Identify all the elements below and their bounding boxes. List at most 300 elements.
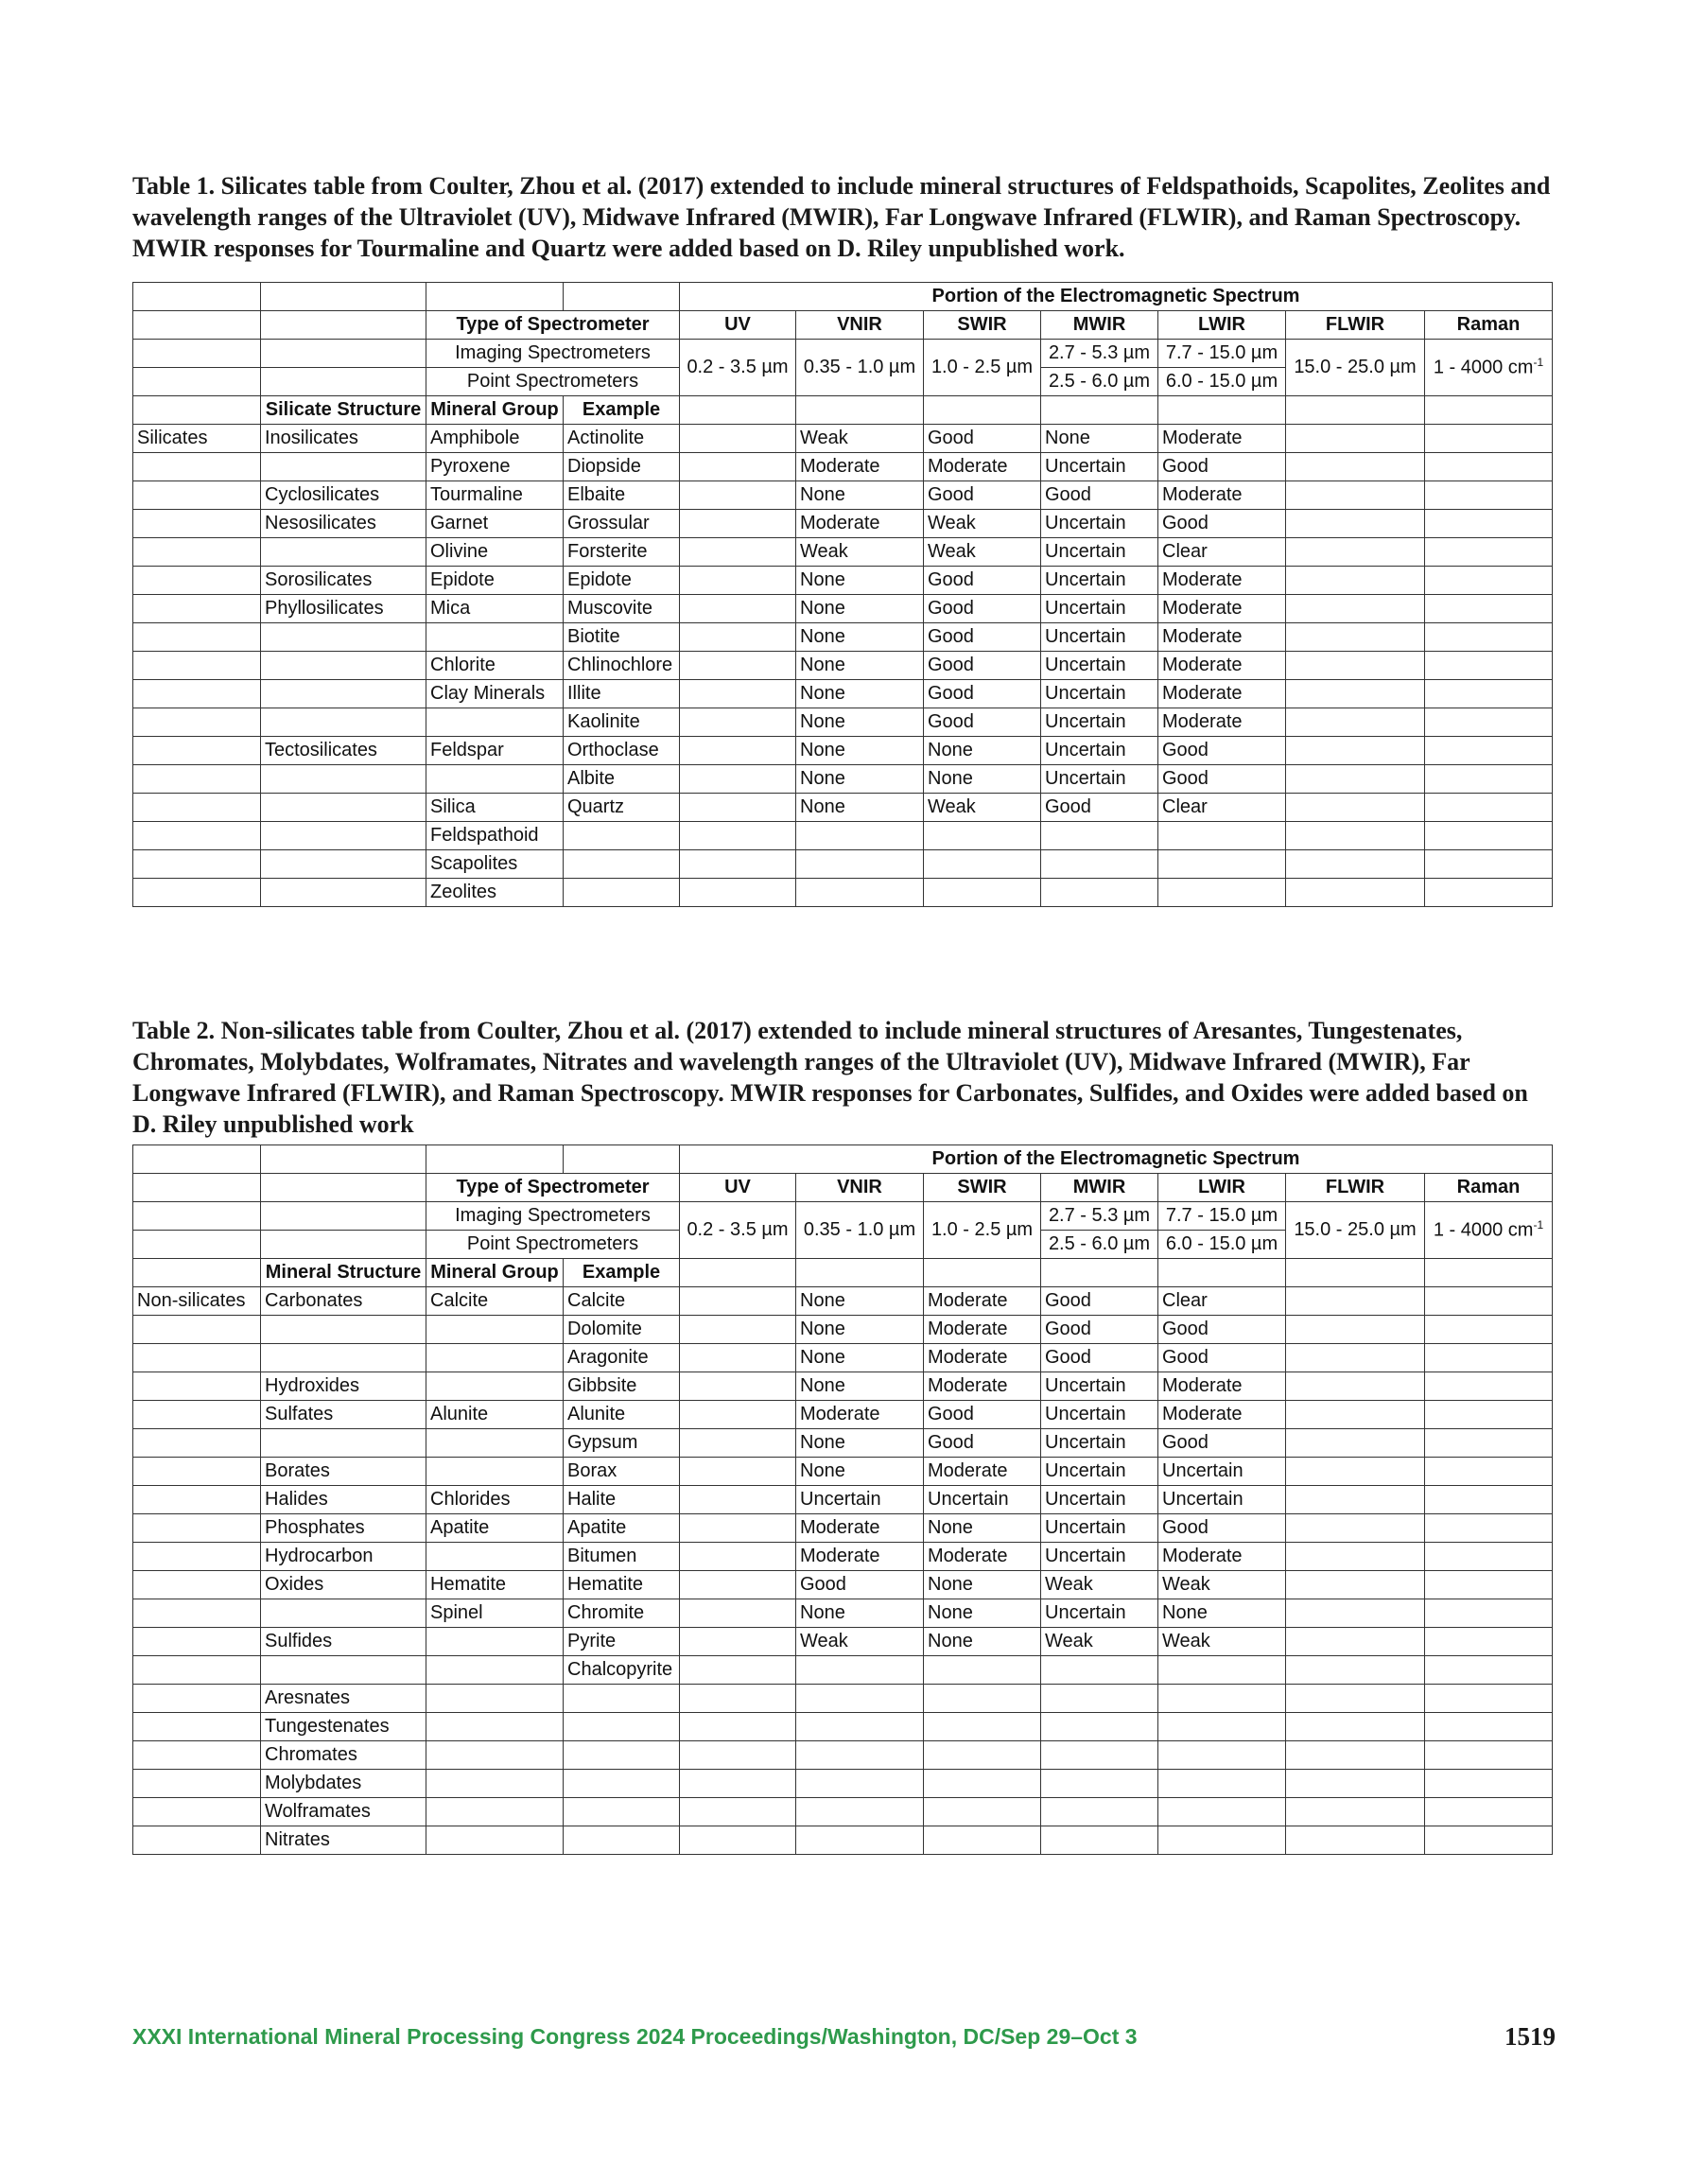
table-cell: Good: [924, 1401, 1041, 1429]
table-cell: [680, 481, 796, 510]
table-cell: Uncertain: [1041, 765, 1158, 794]
band-header: SWIR: [924, 311, 1041, 340]
table-cell: [133, 1429, 261, 1458]
table-cell: [1286, 453, 1425, 481]
table-cell: [1425, 425, 1553, 453]
table-cell: [680, 396, 796, 425]
table-cell: Aragonite: [564, 1344, 680, 1372]
table-cell: [680, 1372, 796, 1401]
table-cell: [680, 567, 796, 595]
table-cell: Uncertain: [924, 1486, 1041, 1514]
table-cell: [680, 822, 796, 850]
table-cell: [564, 1713, 680, 1741]
table-cell: [924, 1259, 1041, 1287]
table-cell: [133, 1458, 261, 1486]
table-cell: [133, 1741, 261, 1770]
table-cell: [133, 340, 261, 368]
table-cell: [680, 1401, 796, 1429]
table-cell: Uncertain: [796, 1486, 924, 1514]
table-cell: [133, 595, 261, 623]
table-cell: [261, 708, 426, 737]
table-cell: [1425, 1798, 1553, 1826]
table-cell: [680, 794, 796, 822]
table-cell: [924, 1713, 1041, 1741]
table-cell: [133, 1543, 261, 1571]
table-cell: [564, 283, 680, 311]
table-cell: [133, 538, 261, 567]
table-cell: Uncertain: [1041, 680, 1158, 708]
band-header: LWIR: [1158, 1174, 1286, 1202]
table-cell: [1158, 1713, 1286, 1741]
band-header: MWIR: [1041, 311, 1158, 340]
table-cell: [1041, 1826, 1158, 1855]
table-cell: [1158, 1685, 1286, 1713]
table-cell: Moderate: [1158, 680, 1286, 708]
table-cell: [1425, 1571, 1553, 1599]
silicates-table: [132, 282, 1553, 907]
table-row: [133, 1372, 1553, 1401]
table-cell: [1286, 623, 1425, 652]
table-cell: [1286, 794, 1425, 822]
table-cell: [1286, 879, 1425, 907]
band-header: UV: [680, 311, 796, 340]
table-cell: Good: [1158, 1429, 1286, 1458]
table-cell: Silicates: [133, 425, 261, 453]
table-cell: [1425, 481, 1553, 510]
table-cell: [564, 1798, 680, 1826]
table-cell: Carbonates: [261, 1287, 426, 1316]
table-cell: [564, 850, 680, 879]
table-cell: [1041, 1656, 1158, 1685]
table-cell: [133, 1145, 261, 1174]
table-cell: Molybdates: [261, 1770, 426, 1798]
table-cell: [426, 623, 564, 652]
table-cell: Borax: [564, 1458, 680, 1486]
table-cell: Weak: [1041, 1628, 1158, 1656]
table-cell: [426, 1628, 564, 1656]
lwir-imaging-range: 7.7 - 15.0 µm: [1158, 340, 1286, 368]
table-cell: [1425, 595, 1553, 623]
table-cell: [1425, 1486, 1553, 1514]
imaging-row: [133, 340, 1553, 368]
band-header: VNIR: [796, 311, 924, 340]
table-cell: [564, 822, 680, 850]
table-cell: Good: [1158, 737, 1286, 765]
table-cell: [133, 623, 261, 652]
table-cell: Uncertain: [1041, 453, 1158, 481]
table-cell: None: [796, 680, 924, 708]
table-cell: None: [796, 1287, 924, 1316]
vnir-range: 0.35 - 1.0 µm: [796, 1202, 924, 1259]
table-cell: [1425, 1543, 1553, 1571]
table-cell: [426, 1656, 564, 1685]
table-cell: [924, 1685, 1041, 1713]
table-cell: [1425, 1685, 1553, 1713]
table-cell: [1158, 1259, 1286, 1287]
table-cell: [1041, 1713, 1158, 1741]
table-cell: [426, 1316, 564, 1344]
table-row: [133, 1401, 1553, 1429]
band-header-row: [133, 311, 1553, 340]
table-cell: Alunite: [564, 1401, 680, 1429]
table-cell: Good: [1041, 1344, 1158, 1372]
table-cell: [426, 765, 564, 794]
table-cell: [261, 652, 426, 680]
table-cell: [426, 1429, 564, 1458]
table-cell: [261, 538, 426, 567]
table-row: [133, 623, 1553, 652]
table-cell: Orthoclase: [564, 737, 680, 765]
table-cell: [133, 1628, 261, 1656]
table-cell: [1041, 1685, 1158, 1713]
table-cell: Uncertain: [1158, 1486, 1286, 1514]
table-cell: Apatite: [564, 1514, 680, 1543]
table-cell: Chlinochlore: [564, 652, 680, 680]
table-cell: Uncertain: [1041, 1401, 1158, 1429]
table-cell: [680, 1287, 796, 1316]
raman-unit-exponent: -1: [1533, 356, 1544, 370]
table-row: [133, 680, 1553, 708]
table-cell: None: [796, 708, 924, 737]
table-cell: [261, 850, 426, 879]
table-row: [133, 538, 1553, 567]
table-cell: None: [924, 765, 1041, 794]
table-cell: [924, 879, 1041, 907]
table-cell: Good: [1041, 1316, 1158, 1344]
table-cell: [1041, 850, 1158, 879]
point-spectrometers-label: Point Spectrometers: [426, 1231, 680, 1259]
table-cell: Moderate: [1158, 652, 1286, 680]
table-cell: Cyclosilicates: [261, 481, 426, 510]
table-cell: None: [796, 1372, 924, 1401]
table-cell: Moderate: [796, 453, 924, 481]
table-cell: Weak: [1041, 1571, 1158, 1599]
table-row: [133, 765, 1553, 794]
table-cell: [1286, 1599, 1425, 1628]
table-cell: [133, 1656, 261, 1685]
table-cell: [680, 1458, 796, 1486]
table-cell: Amphibole: [426, 425, 564, 453]
table-cell: [261, 794, 426, 822]
table-cell: Mica: [426, 595, 564, 623]
table-cell: [426, 1344, 564, 1372]
table-cell: Moderate: [1158, 708, 1286, 737]
table-cell: None: [796, 1458, 924, 1486]
table-cell: [1286, 510, 1425, 538]
table-cell: [1286, 1486, 1425, 1514]
table-cell: [261, 340, 426, 368]
table-cell: Uncertain: [1041, 567, 1158, 595]
table-cell: [133, 1486, 261, 1514]
table-row: [133, 1429, 1553, 1458]
table-cell: Halite: [564, 1486, 680, 1514]
table-cell: [796, 1656, 924, 1685]
table-cell: [680, 1514, 796, 1543]
table-cell: [1286, 396, 1425, 425]
table-cell: [133, 311, 261, 340]
table-cell: [680, 1599, 796, 1628]
type-of-spectrometer-label: Type of Spectrometer: [426, 311, 680, 340]
table-cell: Good: [1158, 510, 1286, 538]
table-cell: [1425, 1770, 1553, 1798]
table-cell: [1286, 425, 1425, 453]
table-cell: [1425, 1628, 1553, 1656]
table-cell: [1425, 737, 1553, 765]
table-cell: Diopside: [564, 453, 680, 481]
table-cell: [680, 1344, 796, 1372]
table-cell: None: [796, 794, 924, 822]
table-cell: [1425, 1429, 1553, 1458]
table-cell: [133, 1344, 261, 1372]
table-cell: Good: [924, 1429, 1041, 1458]
table-cell: [1425, 708, 1553, 737]
table-row: [133, 879, 1553, 907]
column-header-row: [133, 1259, 1553, 1287]
table-cell: [426, 1372, 564, 1401]
table-cell: Chlorides: [426, 1486, 564, 1514]
non-silicates-table: [132, 1144, 1553, 1855]
table-row: [133, 1543, 1553, 1571]
table-cell: Moderate: [924, 1458, 1041, 1486]
table-cell: [1286, 1259, 1425, 1287]
table-cell: [426, 1145, 564, 1174]
table-cell: [133, 1599, 261, 1628]
table-cell: [1286, 680, 1425, 708]
mwir-imaging-range: 2.7 - 5.3 µm: [1041, 1202, 1158, 1231]
band-header: UV: [680, 1174, 796, 1202]
table-cell: [426, 1826, 564, 1855]
flwir-range: 15.0 - 25.0 µm: [1286, 340, 1425, 396]
table-cell: [133, 396, 261, 425]
swir-range: 1.0 - 2.5 µm: [924, 1202, 1041, 1259]
table-cell: [133, 1685, 261, 1713]
table-cell: Clay Minerals: [426, 680, 564, 708]
table-cell: [680, 1713, 796, 1741]
table-cell: Good: [924, 623, 1041, 652]
table-cell: [1286, 481, 1425, 510]
table-cell: [1286, 765, 1425, 794]
band-header-row: [133, 1174, 1553, 1202]
table-cell: [680, 1741, 796, 1770]
table-cell: [564, 1826, 680, 1855]
table-cell: Weak: [796, 425, 924, 453]
table-cell: [1286, 1514, 1425, 1543]
table-cell: [924, 822, 1041, 850]
mwir-imaging-range: 2.7 - 5.3 µm: [1041, 340, 1158, 368]
table-cell: [796, 822, 924, 850]
table-cell: [1286, 538, 1425, 567]
table-cell: Chromite: [564, 1599, 680, 1628]
uv-range: 0.2 - 3.5 µm: [680, 1202, 796, 1259]
table-cell: Good: [1158, 1344, 1286, 1372]
table-cell: [796, 1741, 924, 1770]
column-header-row: [133, 396, 1553, 425]
table-cell: Moderate: [1158, 623, 1286, 652]
table-cell: Sorosilicates: [261, 567, 426, 595]
table-cell: [1286, 1571, 1425, 1599]
table-cell: [1041, 1259, 1158, 1287]
table-row: [133, 822, 1553, 850]
table-cell: Muscovite: [564, 595, 680, 623]
imaging-spectrometers-label: Imaging Spectrometers: [426, 1202, 680, 1231]
table-row: [133, 481, 1553, 510]
table-cell: [1041, 879, 1158, 907]
table-cell: [564, 879, 680, 907]
table-cell: Clear: [1158, 538, 1286, 567]
table-cell: [133, 652, 261, 680]
table-cell: [924, 1770, 1041, 1798]
table-cell: [1425, 1458, 1553, 1486]
table-cell: [1041, 1770, 1158, 1798]
table-cell: Albite: [564, 765, 680, 794]
table-cell: Good: [1158, 1316, 1286, 1344]
raman-unit-exponent: -1: [1533, 1218, 1544, 1232]
table-cell: [1425, 1741, 1553, 1770]
table-cell: [1425, 822, 1553, 850]
table-cell: Moderate: [1158, 425, 1286, 453]
table-cell: [1158, 850, 1286, 879]
table-cell: None: [796, 765, 924, 794]
table-row: [133, 567, 1553, 595]
column-header: Mineral Group: [426, 1259, 564, 1287]
table-cell: Moderate: [796, 510, 924, 538]
table-cell: [133, 1798, 261, 1826]
table-cell: Sulfides: [261, 1628, 426, 1656]
table-cell: [1286, 1685, 1425, 1713]
table-cell: Moderate: [796, 1543, 924, 1571]
table-cell: [680, 510, 796, 538]
table-cell: [680, 1486, 796, 1514]
table-cell: Epidote: [564, 567, 680, 595]
table-cell: [680, 595, 796, 623]
table-cell: Good: [1041, 481, 1158, 510]
table-row: [133, 510, 1553, 538]
table-cell: Good: [1041, 794, 1158, 822]
table-cell: [924, 1656, 1041, 1685]
spectrum-header: Portion of the Electromagnetic Spectrum: [680, 1145, 1553, 1174]
table-cell: [133, 879, 261, 907]
band-header: SWIR: [924, 1174, 1041, 1202]
table-cell: None: [1158, 1599, 1286, 1628]
mwir-point-range: 2.5 - 6.0 µm: [1041, 368, 1158, 396]
table-cell: Dolomite: [564, 1316, 680, 1344]
table-cell: Uncertain: [1041, 708, 1158, 737]
column-header: Example: [564, 1259, 680, 1287]
table-cell: Good: [796, 1571, 924, 1599]
mwir-point-range: 2.5 - 6.0 µm: [1041, 1231, 1158, 1259]
table-cell: [564, 1770, 680, 1798]
table-row: [133, 652, 1553, 680]
table-cell: [1425, 1259, 1553, 1287]
column-header: Example: [564, 396, 680, 425]
table-cell: Inosilicates: [261, 425, 426, 453]
uv-range: 0.2 - 3.5 µm: [680, 340, 796, 396]
raman-range: [1425, 1202, 1553, 1259]
table-cell: Moderate: [924, 1372, 1041, 1401]
table-cell: Gypsum: [564, 1429, 680, 1458]
table-cell: [133, 1514, 261, 1543]
table-cell: [680, 708, 796, 737]
table-cell: None: [924, 1571, 1041, 1599]
table-cell: [680, 1685, 796, 1713]
lwir-point-range: 6.0 - 15.0 µm: [1158, 368, 1286, 396]
table-cell: [133, 1713, 261, 1741]
table-cell: [796, 879, 924, 907]
table-cell: Weak: [1158, 1571, 1286, 1599]
table-cell: [1158, 1741, 1286, 1770]
table-cell: Uncertain: [1041, 737, 1158, 765]
table-cell: [426, 283, 564, 311]
table-cell: Uncertain: [1041, 1458, 1158, 1486]
table-row: [133, 453, 1553, 481]
table-cell: [133, 1231, 261, 1259]
table-cell: [133, 510, 261, 538]
table-cell: [796, 1798, 924, 1826]
table-cell: Weak: [796, 1628, 924, 1656]
table-cell: [924, 1798, 1041, 1826]
table-cell: Uncertain: [1041, 652, 1158, 680]
table-cell: Apatite: [426, 1514, 564, 1543]
table-cell: Hydrocarbon: [261, 1543, 426, 1571]
table-cell: [1286, 1401, 1425, 1429]
table-cell: [796, 850, 924, 879]
table-cell: Hematite: [564, 1571, 680, 1599]
table-cell: Moderate: [1158, 595, 1286, 623]
table-cell: [680, 879, 796, 907]
table-cell: [1286, 1826, 1425, 1855]
table-cell: [133, 481, 261, 510]
table-cell: None: [796, 481, 924, 510]
table-cell: [1286, 1798, 1425, 1826]
table-cell: Epidote: [426, 567, 564, 595]
table-cell: Uncertain: [1041, 595, 1158, 623]
table-cell: [1425, 1713, 1553, 1741]
table-cell: [261, 453, 426, 481]
table-cell: Grossular: [564, 510, 680, 538]
table-cell: Zeolites: [426, 879, 564, 907]
flwir-range: 15.0 - 25.0 µm: [1286, 1202, 1425, 1259]
table-cell: Alunite: [426, 1401, 564, 1429]
table-cell: [796, 1826, 924, 1855]
table-cell: [1286, 708, 1425, 737]
table-cell: Weak: [924, 794, 1041, 822]
table-cell: [680, 1628, 796, 1656]
header-row: [133, 1145, 1553, 1174]
table-cell: [680, 737, 796, 765]
table-row: [133, 1316, 1553, 1344]
table-cell: Biotite: [564, 623, 680, 652]
table-row: [133, 1287, 1553, 1316]
table-cell: [261, 1202, 426, 1231]
table-cell: [1425, 396, 1553, 425]
table-cell: [1425, 1344, 1553, 1372]
table-cell: [133, 567, 261, 595]
table-cell: [796, 1685, 924, 1713]
table-cell: None: [796, 737, 924, 765]
table-cell: [1286, 1656, 1425, 1685]
table-cell: None: [796, 1429, 924, 1458]
spectrum-header: Portion of the Electromagnetic Spectrum: [680, 283, 1553, 311]
table-cell: [1158, 1798, 1286, 1826]
table-cell: Elbaite: [564, 481, 680, 510]
imaging-spectrometers-label: Imaging Spectrometers: [426, 340, 680, 368]
table-cell: Moderate: [1158, 1401, 1286, 1429]
table-cell: [680, 1259, 796, 1287]
table-cell: [1041, 1798, 1158, 1826]
table-cell: [261, 283, 426, 311]
table-cell: [680, 652, 796, 680]
table-cell: [680, 1826, 796, 1855]
